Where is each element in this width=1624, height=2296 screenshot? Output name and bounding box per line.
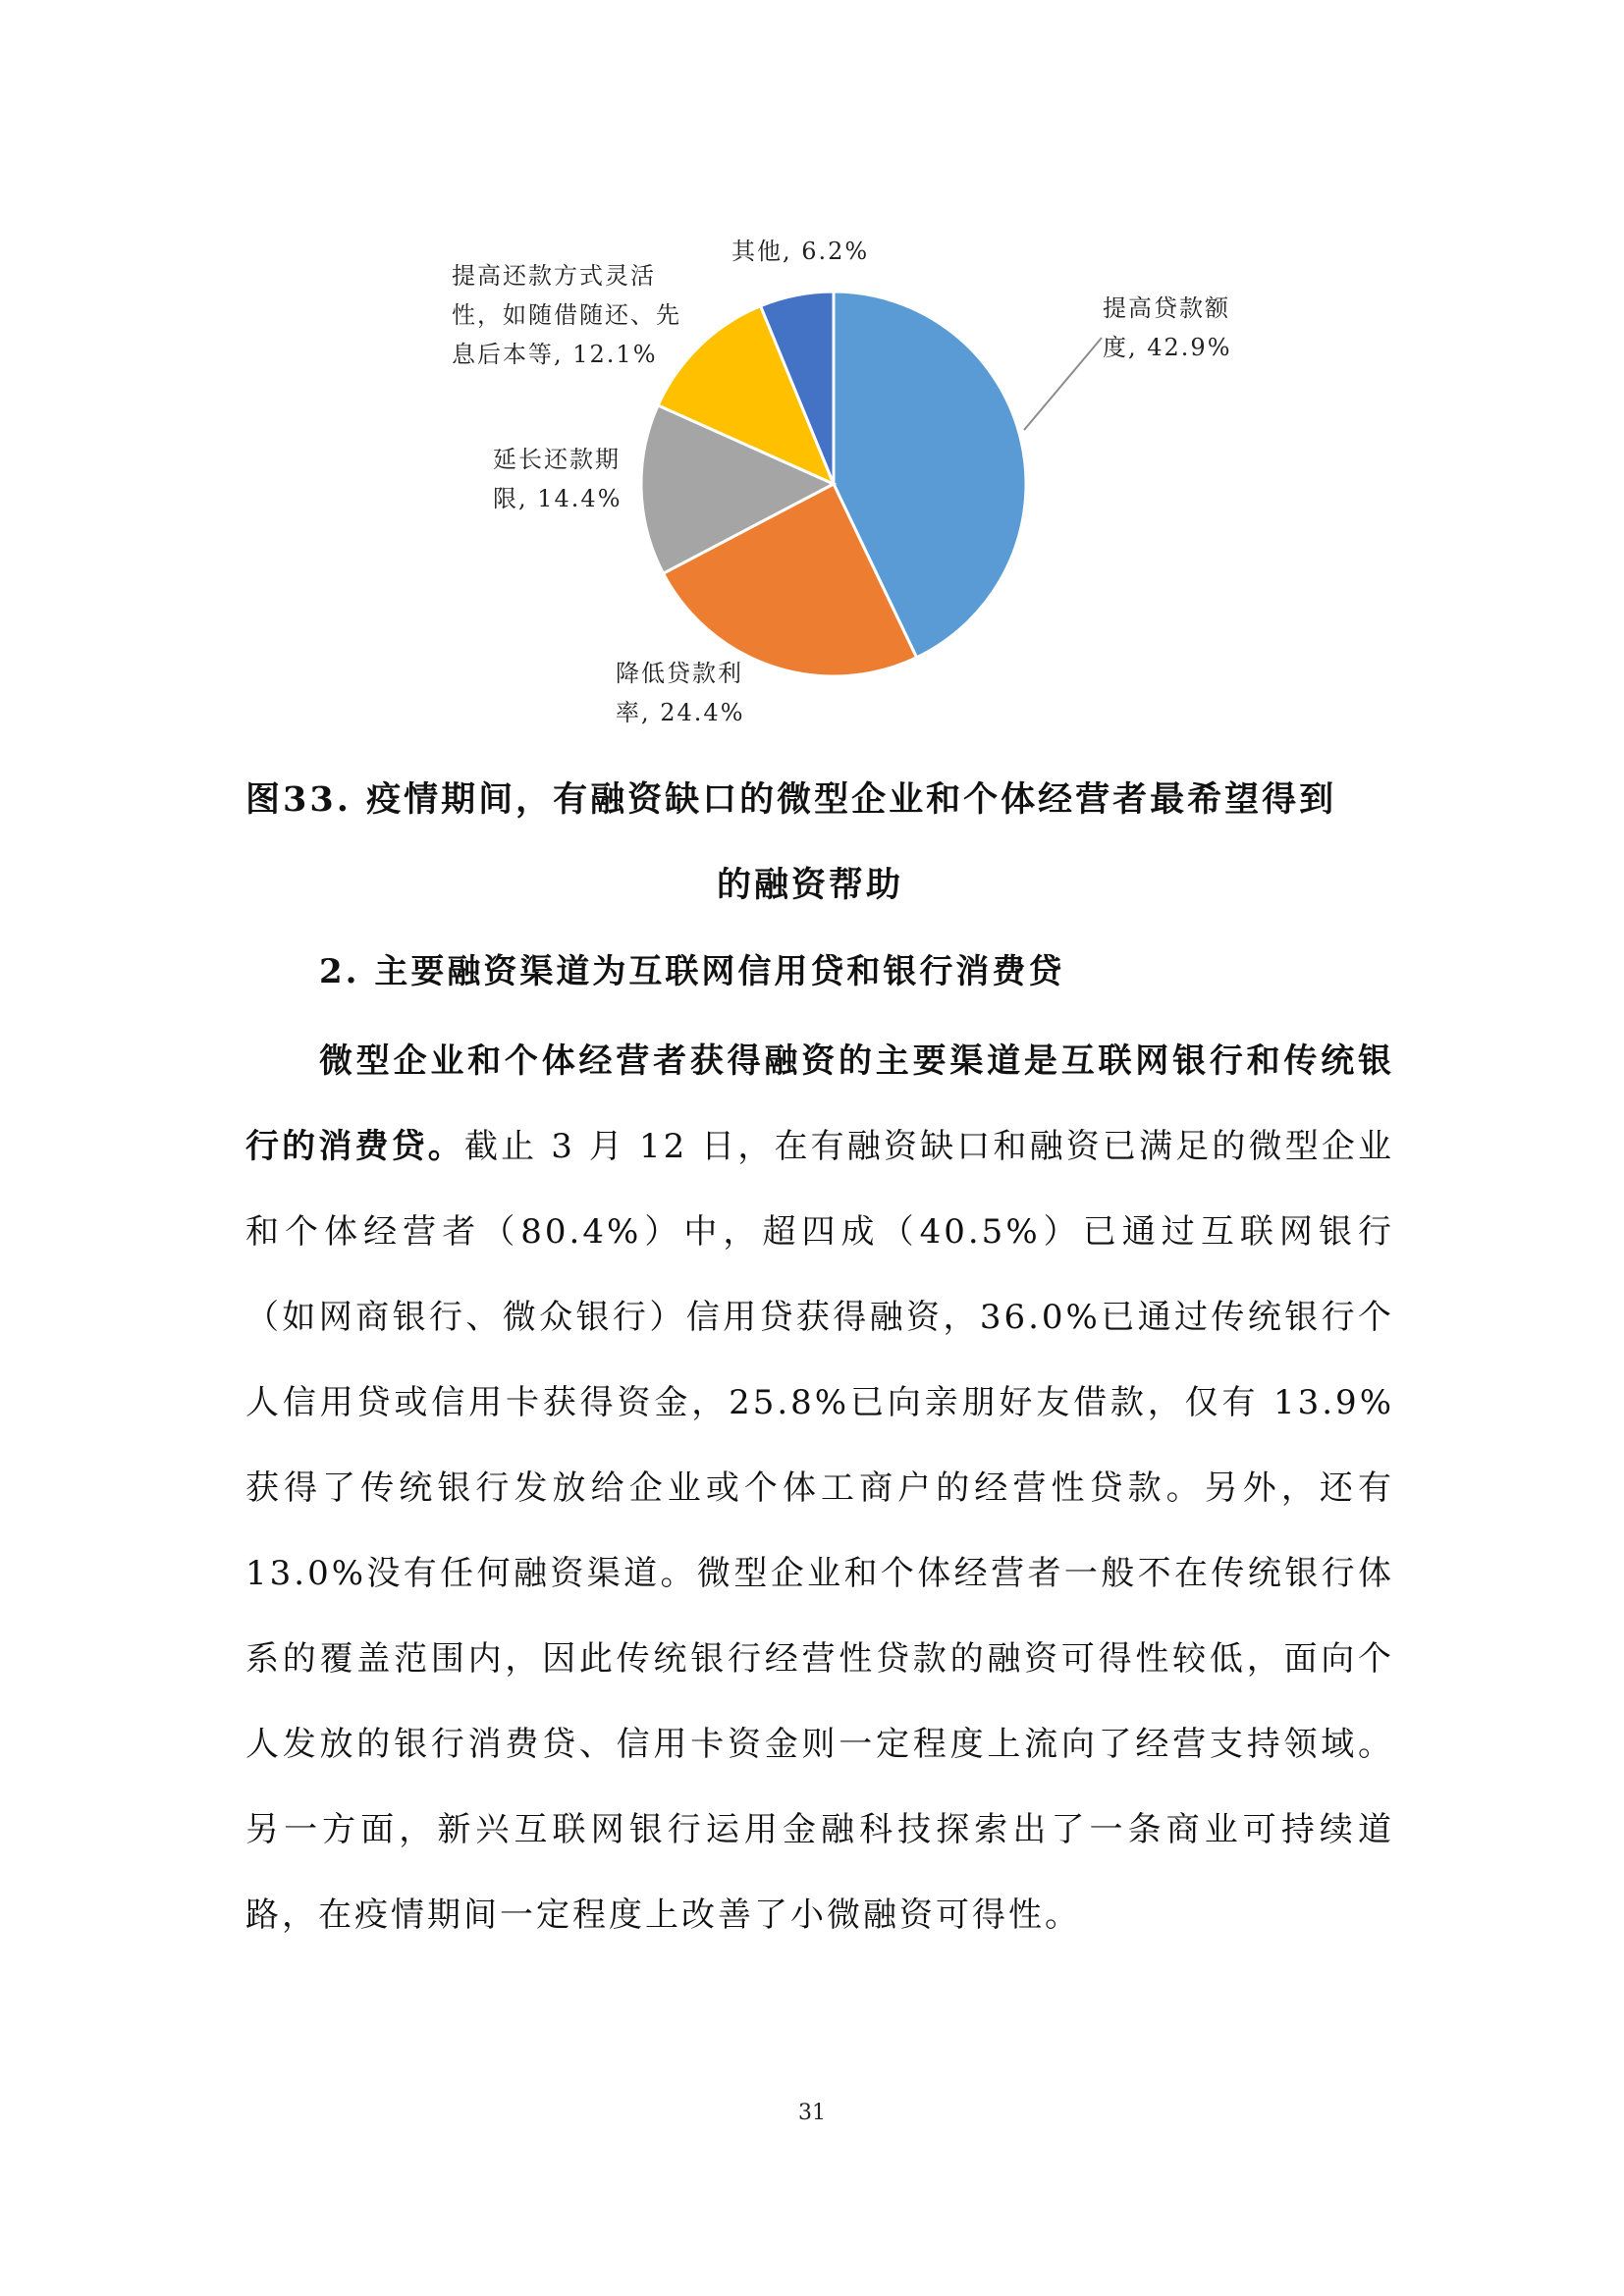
pie-chart-svg — [0, 0, 1624, 746]
pie-chart — [0, 0, 1624, 746]
slice-label-extend-term: 延长还款期 限, 14.4% — [493, 446, 623, 512]
figure-caption-line2: 的融资帮助 — [716, 865, 903, 905]
leader-line — [1024, 338, 1102, 430]
slice-label-flexible-repayment: 提高还款方式灵活 性，如随借随还、先 息后本等, 12.1% — [452, 262, 681, 368]
page-number: 31 — [798, 2101, 826, 2125]
slice-label-other: 其他, 6.2% — [731, 238, 870, 265]
body-bold-lead: 微型企业和个体经营者获得融资的主要渠道是互联网银行和传统银行的消费贷。 — [245, 1041, 1394, 1166]
body-paragraph — [245, 1019, 1394, 1958]
section-heading: 2. 主要融资渠道为互联网信用贷和银行消费贷 — [319, 952, 1065, 991]
body-text: 截止 3 月 12 日，在有融资缺口和融资已满足的微型企业和个体经营者（80.4%）中，超四成（40.5%）已通过互联网银行（如网商银行、微众银行）信用贷获得融资，36.0%已通过传统银行个人信用贷或信用卡获得资金，25.8%已向亲朋好友借款，仅有 13.9%获得了传统银行发放给企业或个体工商户的经营性贷款。另外，还有 13.0%没有任何融资渠道。微型企业和个体经营者一般不在传统银行体系的覆盖范围内，因此传统银行经营性贷款的融资可得性较低，面向个人发放的银行消费贷、信用卡资金则一定程度上流向了经营支持领域。另一方面，新兴互联网银行运用金融科技探索出了一条商业可持续道路，在疫情期间一定程度上改善了小微融资可得性。 — [245, 1127, 1395, 1935]
figure-caption-line1: 图33. 疫情期间，有融资缺口的微型企业和个体经营者最希望得到 — [245, 779, 1337, 820]
slice-label-loan-limit: 提高贷款额 度, 42.9% — [1103, 294, 1232, 361]
slice-label-interest-rate: 降低贷款利 率, 24.4% — [616, 660, 745, 726]
